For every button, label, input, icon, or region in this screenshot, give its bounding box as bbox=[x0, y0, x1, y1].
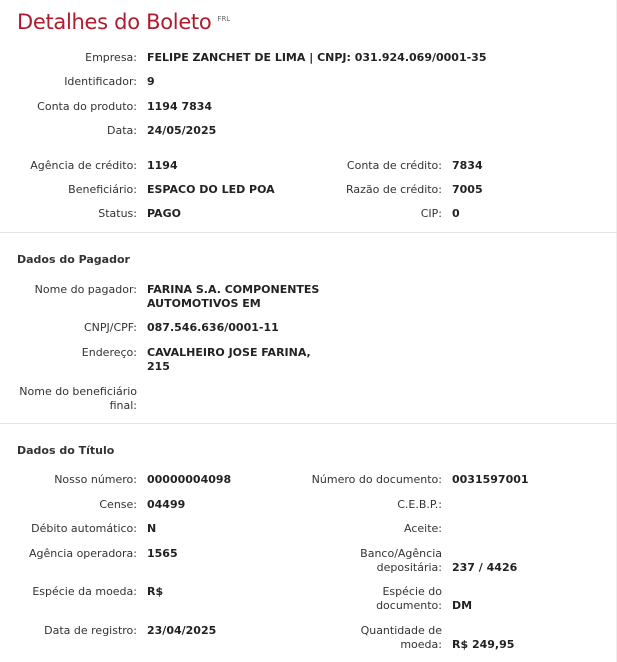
agencia-credito-value: 1194 bbox=[147, 159, 178, 172]
identificador-value: 9 bbox=[147, 75, 155, 88]
agencia-operadora-value: 1565 bbox=[147, 547, 178, 560]
section-title-titulo: Dados do Título bbox=[17, 444, 115, 457]
cense-value: 04499 bbox=[147, 498, 186, 511]
banco-agencia-label-line2: depositária: bbox=[376, 561, 442, 574]
data-value: 24/05/2025 bbox=[147, 124, 217, 137]
cip-label: CIP: bbox=[420, 207, 442, 220]
page-title: Detalhes do Boleto bbox=[17, 10, 212, 34]
debito-automatico-label: Débito automático: bbox=[31, 522, 137, 535]
beneficiario-final-label-line2: final: bbox=[109, 399, 137, 412]
especie-moeda-value: R$ bbox=[147, 585, 164, 598]
data-label: Data: bbox=[107, 124, 137, 137]
divider-titulo bbox=[0, 423, 617, 424]
conta-credito-label: Conta de crédito: bbox=[346, 159, 442, 172]
empresa-label: Empresa: bbox=[85, 51, 137, 64]
conta-produto-label: Conta do produto: bbox=[37, 100, 137, 113]
nosso-numero-value: 00000004098 bbox=[147, 473, 232, 486]
endereco-value-line2: 215 bbox=[147, 360, 170, 373]
endereco-label: Endereço: bbox=[81, 346, 137, 359]
banco-agencia-value: 237 / 4426 bbox=[452, 561, 518, 574]
cnpj-cpf-label: CNPJ/CPF: bbox=[84, 321, 137, 334]
beneficiario-label: Beneficiário: bbox=[68, 183, 137, 196]
cnpj-cpf-value: 087.546.636/0001-11 bbox=[147, 321, 279, 334]
status-value: PAGO bbox=[147, 207, 181, 220]
numero-documento-label: Número do documento: bbox=[311, 473, 442, 486]
debito-automatico-value: N bbox=[147, 522, 157, 535]
nome-pagador-label: Nome do pagador: bbox=[34, 283, 137, 296]
status-label: Status: bbox=[98, 207, 137, 220]
especie-moeda-label: Espécie da moeda: bbox=[32, 585, 137, 598]
nosso-numero-label: Nosso número: bbox=[54, 473, 137, 486]
banco-agencia-label-line1: Banco/Agência bbox=[360, 547, 442, 560]
endereco-value-line1: CAVALHEIRO JOSE FARINA, bbox=[147, 346, 311, 359]
data-registro-value: 23/04/2025 bbox=[147, 624, 217, 637]
cense-label: Cense: bbox=[99, 498, 137, 511]
quantidade-moeda-label-line1: Quantidade de bbox=[360, 624, 442, 637]
numero-documento-value: 0031597001 bbox=[452, 473, 529, 486]
identificador-label: Identificador: bbox=[64, 75, 137, 88]
beneficiario-value: ESPACO DO LED POA bbox=[147, 183, 275, 196]
nome-pagador-value-line2: AUTOMOTIVOS EM bbox=[147, 297, 261, 310]
quantidade-moeda-value: R$ 249,95 bbox=[452, 638, 515, 651]
section-title-pagador: Dados do Pagador bbox=[17, 253, 130, 266]
divider-pagador bbox=[0, 232, 617, 233]
beneficiario-final-label-line1: Nome do beneficiário bbox=[19, 385, 137, 398]
data-registro-label: Data de registro: bbox=[44, 624, 137, 637]
especie-documento-label-line2: documento: bbox=[376, 599, 442, 612]
razao-credito-value: 7005 bbox=[452, 183, 483, 196]
empresa-value: FELIPE ZANCHET DE LIMA | CNPJ: 031.924.069/0001-35 bbox=[147, 51, 487, 64]
conta-produto-value: 1194 7834 bbox=[147, 100, 213, 113]
aceite-label: Aceite: bbox=[404, 522, 442, 535]
cip-value: 0 bbox=[452, 207, 460, 220]
quantidade-moeda-label-line2: moeda: bbox=[400, 638, 442, 651]
agencia-operadora-label: Agência operadora: bbox=[28, 547, 137, 560]
especie-documento-value: DM bbox=[452, 599, 473, 612]
page-header bbox=[17, 10, 230, 34]
title-tag: FRL bbox=[217, 15, 231, 23]
agencia-credito-label: Agência de crédito: bbox=[30, 159, 137, 172]
razao-credito-label: Razão de crédito: bbox=[345, 183, 442, 196]
especie-documento-label-line1: Espécie do bbox=[382, 585, 442, 598]
nome-pagador-value-line1: FARINA S.A. COMPONENTES bbox=[147, 283, 320, 296]
conta-credito-value: 7834 bbox=[452, 159, 483, 172]
cebp-label: C.E.B.P.: bbox=[397, 498, 442, 511]
